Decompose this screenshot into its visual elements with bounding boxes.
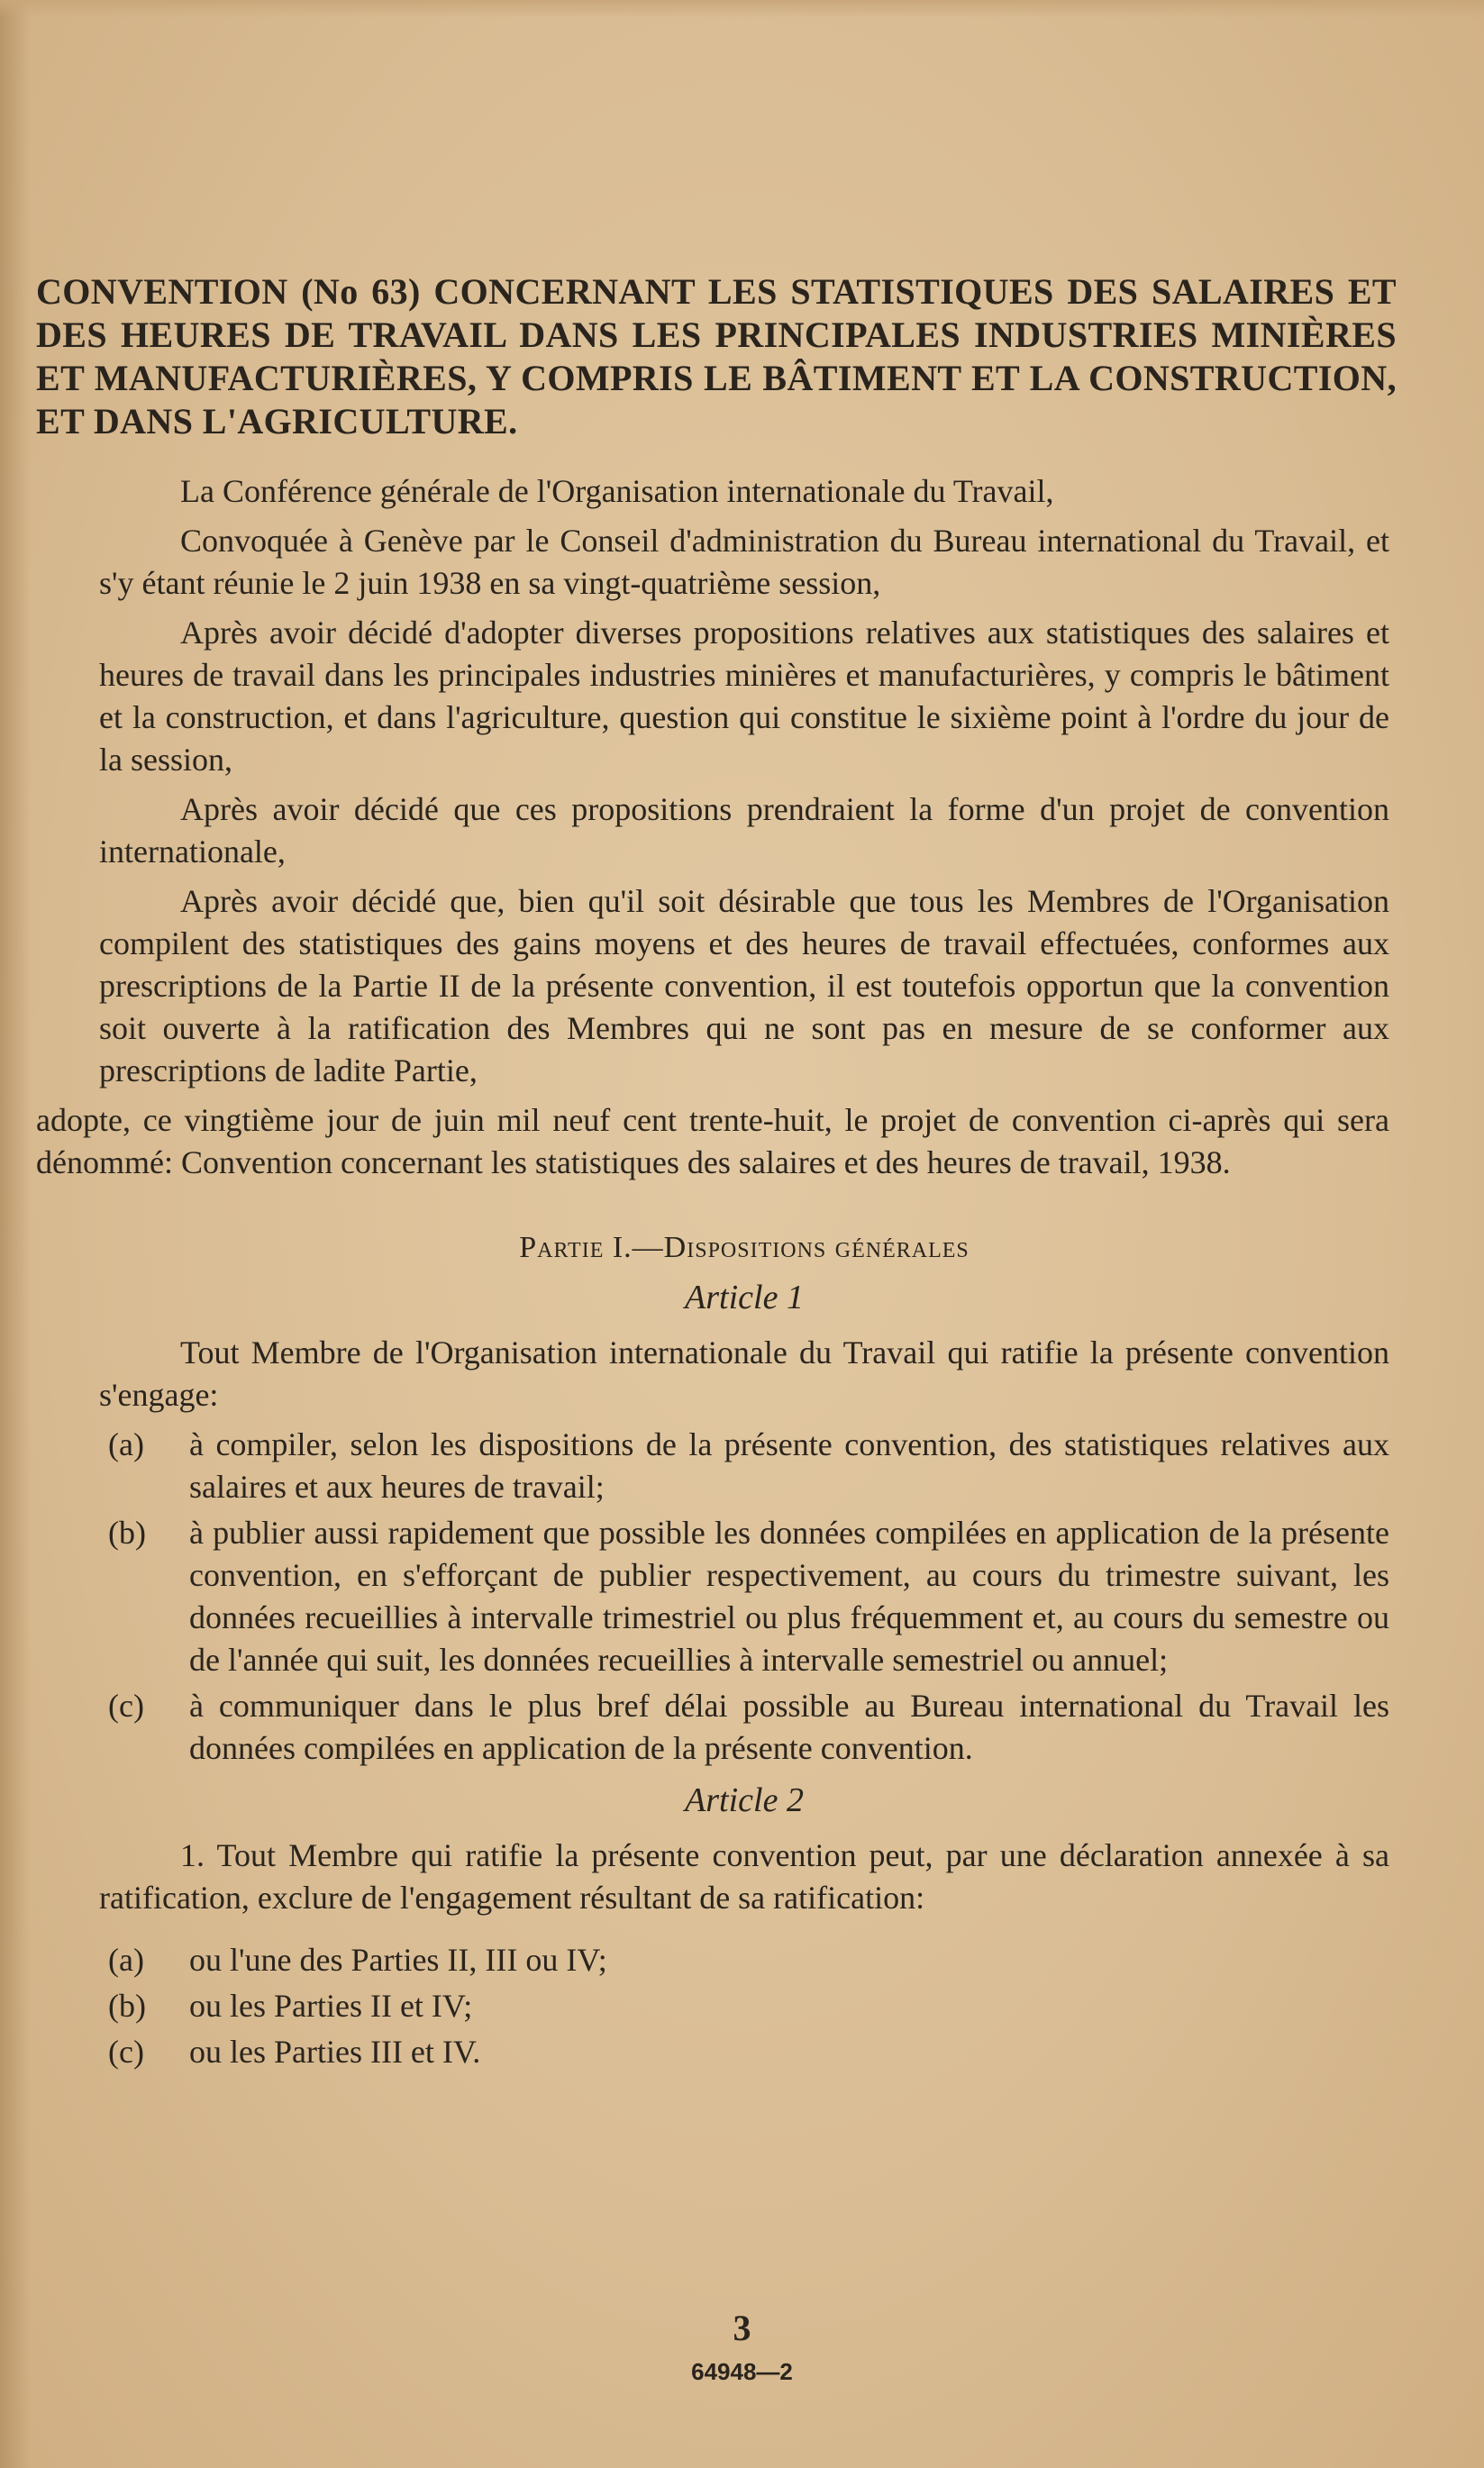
preamble-paragraph: Après avoir décidé d'adopter diverses propositions relatives aux statistiques des salaires et heures de travail dans les principales industries minières et manufacturières, y compris le bâtiment et la construction, et dans l'agriculture, question qui constitue le sixième point à l'ordre du jour de la session, xyxy=(99,615,1389,778)
preamble-paragraph: Convoquée à Genève par le Conseil d'administration du Bureau international du Travail, et s'y étant réunie le 2 juin 1938 en sa vingt-quatrième session, xyxy=(99,523,1389,601)
article-intro: 1. Tout Membre qui ratifie la présente convention peut, par une déclaration annexée à sa ratification, exclure de l'engagement résultant de sa ratification: xyxy=(99,1837,1389,1916)
preamble-paragraph: La Conférence générale de l'Organisation internationale du Travail, xyxy=(180,473,1054,509)
list-item xyxy=(99,2031,1389,2073)
page-number: 3 xyxy=(733,2308,751,2348)
article-intro: Tout Membre de l'Organisation internationale du Travail qui ratifie la présente convention s'engage: xyxy=(99,1334,1389,1413)
page-top-shadow xyxy=(0,0,1484,18)
page-content xyxy=(36,270,1397,2077)
item-text: à publier aussi rapidement que possible les données compilées en application de la présente convention, en s'efforçant de publier respectivement, au cours du trimestre suivant, les données recueillies à intervalle trimestriel ou plus fréquemment et, au cours du semestre ou de l'année qui suit, les données recueillies à intervalle semestriel ou annuel; xyxy=(189,1515,1389,1678)
item-text: ou les Parties II et IV; xyxy=(189,1988,473,2024)
list-item xyxy=(99,1424,1389,1508)
adoption-paragraph: adopte, ce vingtième jour de juin mil neuf cent trente-huit, le projet de convention ci-après qui sera dénommé: Convention concernant les statistiques des salaires et des heures de travail, 1938. xyxy=(36,1102,1389,1180)
preamble-paragraph: Après avoir décidé que, bien qu'il soit désirable que tous les Membres de l'Organisation compilent des statistiques des gains moyens et des heures de travail effectuées, conformes aux prescriptions de la Partie II de la présente convention, il est toutefois opportun que la convention soit ouverte à la ratification des Membres qui ne sont pas en mesure de se conformer aux prescriptions de ladite Partie, xyxy=(99,883,1389,1088)
item-text: ou les Parties III et IV. xyxy=(189,2034,481,2070)
convention-title: CONVENTION (No 63) CONCERNANT LES STATISTIQUES DES SALAIRES ET DES HEURES DE TRAVAIL DANS LES PRINCIPALES INDUSTRIES MINIÈRES ET MANUFACTURIÈRES, Y COMPRIS LE BÂTIMENT ET LA CONSTRUCTION, ET DANS L'AGRICULTURE. xyxy=(36,271,1397,442)
item-label: (b) xyxy=(108,1988,146,2024)
article-heading: Article 1 xyxy=(685,1279,804,1316)
print-code: 64948—2 xyxy=(691,2358,793,2385)
list-item xyxy=(99,1685,1389,1770)
list-item xyxy=(99,1985,1389,2027)
list-item xyxy=(99,1939,1389,1981)
item-text: ou l'une des Parties II, III ou IV; xyxy=(189,1942,607,1978)
item-label: (a) xyxy=(108,1426,144,1462)
item-text: à communiquer dans le plus bref délai possible au Bureau international du Travail les données compilées en application de la présente convention. xyxy=(189,1688,1389,1766)
list-item xyxy=(99,1512,1389,1681)
article-heading: Article 2 xyxy=(685,1781,804,1819)
item-text: à compiler, selon les dispositions de la présente convention, des statistiques relatives aux salaires et aux heures de travail; xyxy=(189,1426,1389,1505)
item-label: (c) xyxy=(108,2034,144,2070)
page-edge-shadow xyxy=(0,0,31,2468)
part-heading: Partie I.—Dispositions générales xyxy=(519,1231,970,1264)
item-label: (c) xyxy=(108,1688,144,1724)
item-label: (a) xyxy=(108,1942,144,1978)
item-label: (b) xyxy=(108,1515,146,1551)
preamble-paragraph: Après avoir décidé que ces propositions prendraient la forme d'un projet de convention internationale, xyxy=(99,791,1389,870)
